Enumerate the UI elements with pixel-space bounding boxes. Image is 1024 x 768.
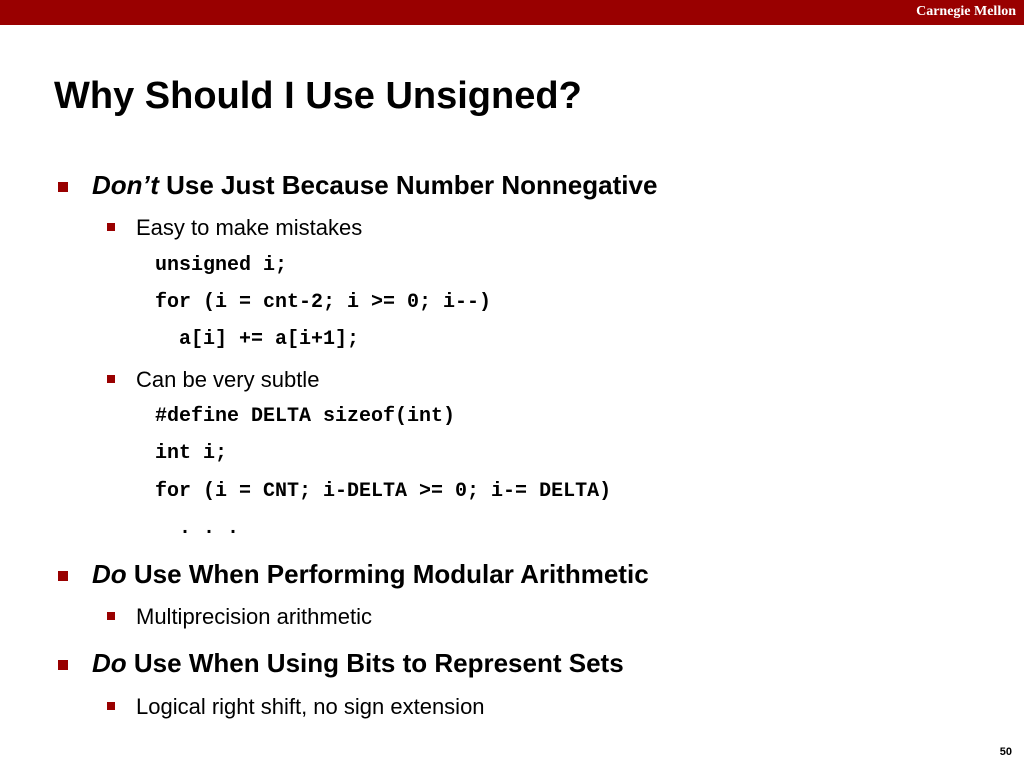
bullet-rest: Use When Using Bits to Represent Sets xyxy=(126,648,624,678)
bullet-text xyxy=(92,170,657,200)
bullet-rest: Use When Performing Modular Arithmetic xyxy=(126,559,649,589)
code-line: #define DELTA sizeof(int) xyxy=(155,405,456,428)
code-line: for (i = cnt-2; i >= 0; i--) xyxy=(155,291,492,314)
bullet-emphasis: Do xyxy=(92,648,127,678)
page-number: 50 xyxy=(999,746,1012,758)
square-bullet-icon xyxy=(58,571,68,581)
org-name: Carnegie Mellon xyxy=(916,4,1016,19)
slide-title: Why Should I Use Unsigned? xyxy=(54,75,582,117)
bullet-rest: Use Just Because Number Nonnegative xyxy=(158,170,658,200)
code-line: a[i] += a[i+1]; xyxy=(155,328,360,351)
sub-bullet-text: Easy to make mistakes xyxy=(136,215,363,240)
bullet-emphasis: Don’t xyxy=(92,170,159,200)
bullet-emphasis: Do xyxy=(92,559,127,589)
bullet-text xyxy=(92,559,649,589)
code-line: for (i = CNT; i-DELTA >= 0; i-= DELTA) xyxy=(155,480,612,503)
bullet-text xyxy=(92,648,624,678)
square-bullet-icon xyxy=(58,660,68,670)
square-bullet-icon xyxy=(107,223,115,231)
sub-bullet-text: Logical right shift, no sign extension xyxy=(136,694,485,719)
code-line: unsigned i; xyxy=(155,254,288,277)
header-bar xyxy=(0,0,1024,25)
square-bullet-icon xyxy=(107,612,115,620)
sub-bullet-text: Multiprecision arithmetic xyxy=(136,604,372,629)
code-line: int i; xyxy=(155,442,228,465)
square-bullet-icon xyxy=(58,182,68,192)
square-bullet-icon xyxy=(107,702,115,710)
sub-bullet-text: Can be very subtle xyxy=(136,367,320,392)
square-bullet-icon xyxy=(107,375,115,383)
code-line: . . . xyxy=(155,517,240,540)
